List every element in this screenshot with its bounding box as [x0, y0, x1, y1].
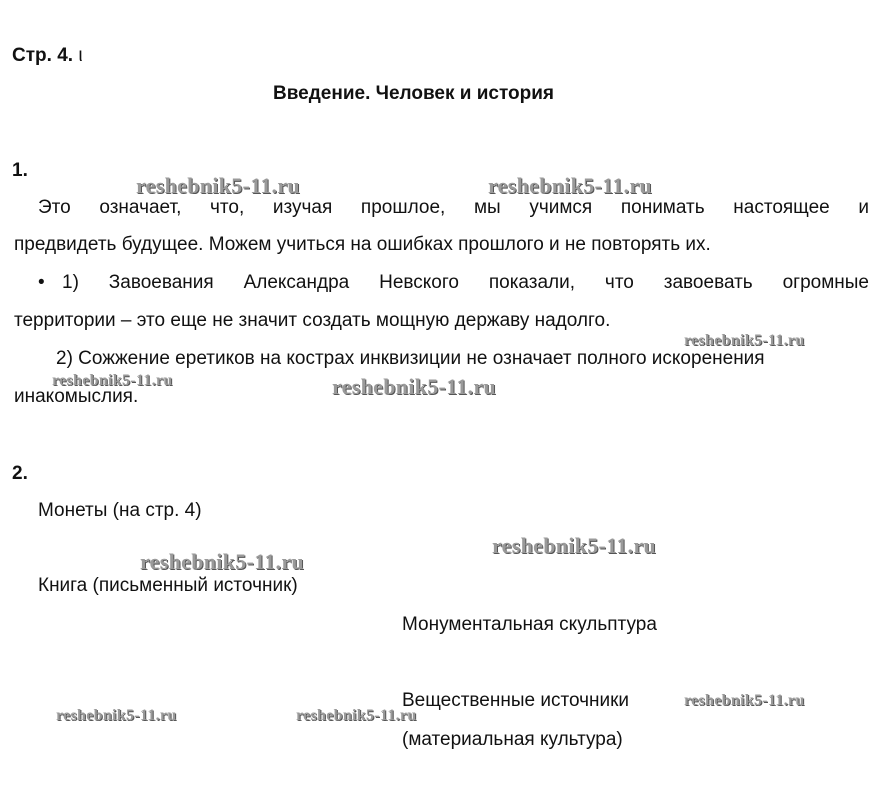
watermark: reshebnik5-11.ru — [136, 173, 300, 198]
source-coins: Монеты (на стр. 4) — [38, 500, 202, 521]
section-2-number: 2. — [12, 463, 28, 484]
section-1-line-2: предвидеть будущее. Можем учиться на ошибках прошлого и не повторять их. — [14, 234, 711, 255]
watermark: reshebnik5-11.ru — [52, 372, 173, 389]
source-sculpture: Монументальная скульптура — [402, 614, 657, 635]
watermark: reshebnik5-11.ru — [492, 533, 656, 558]
section-1-line-5: 2) Сожжение еретиков на кострах инквизиции не означает полного искоренения — [56, 348, 765, 369]
page-reference-glyph: ι — [78, 45, 83, 66]
watermark: reshebnik5-11.ru — [684, 332, 805, 349]
section-1-number: 1. — [12, 160, 28, 181]
watermark: reshebnik5-11.ru — [296, 707, 417, 724]
section-title: Введение. Человек и история — [273, 83, 554, 104]
section-1-line-4: территории – это еще не значит создать мощную державу надолго. — [14, 310, 611, 331]
source-material-line-1: Вещественные источники — [402, 690, 630, 711]
page-reference-text: Стр. 4. — [12, 45, 79, 66]
section-1-line-3: 1) Завоевания Александра Невского показали, что завоевать огромные — [62, 272, 869, 293]
source-material-line-2: (материальная культура) — [402, 729, 623, 750]
watermark: reshebnik5-11.ru — [140, 549, 304, 574]
page-reference — [12, 45, 83, 67]
watermark: reshebnik5-11.ru — [488, 173, 652, 198]
bullet-icon: • — [38, 272, 45, 293]
watermark: reshebnik5-11.ru — [332, 374, 496, 399]
section-1-line-6: инакомыслия. — [14, 386, 139, 407]
watermark: reshebnik5-11.ru — [684, 692, 805, 709]
watermark: reshebnik5-11.ru — [56, 707, 177, 724]
source-book: Книга (письменный источник) — [38, 575, 298, 596]
section-1-line-1: Это означает, что, изучая прошлое, мы учимся понимать настоящее и — [38, 197, 869, 218]
